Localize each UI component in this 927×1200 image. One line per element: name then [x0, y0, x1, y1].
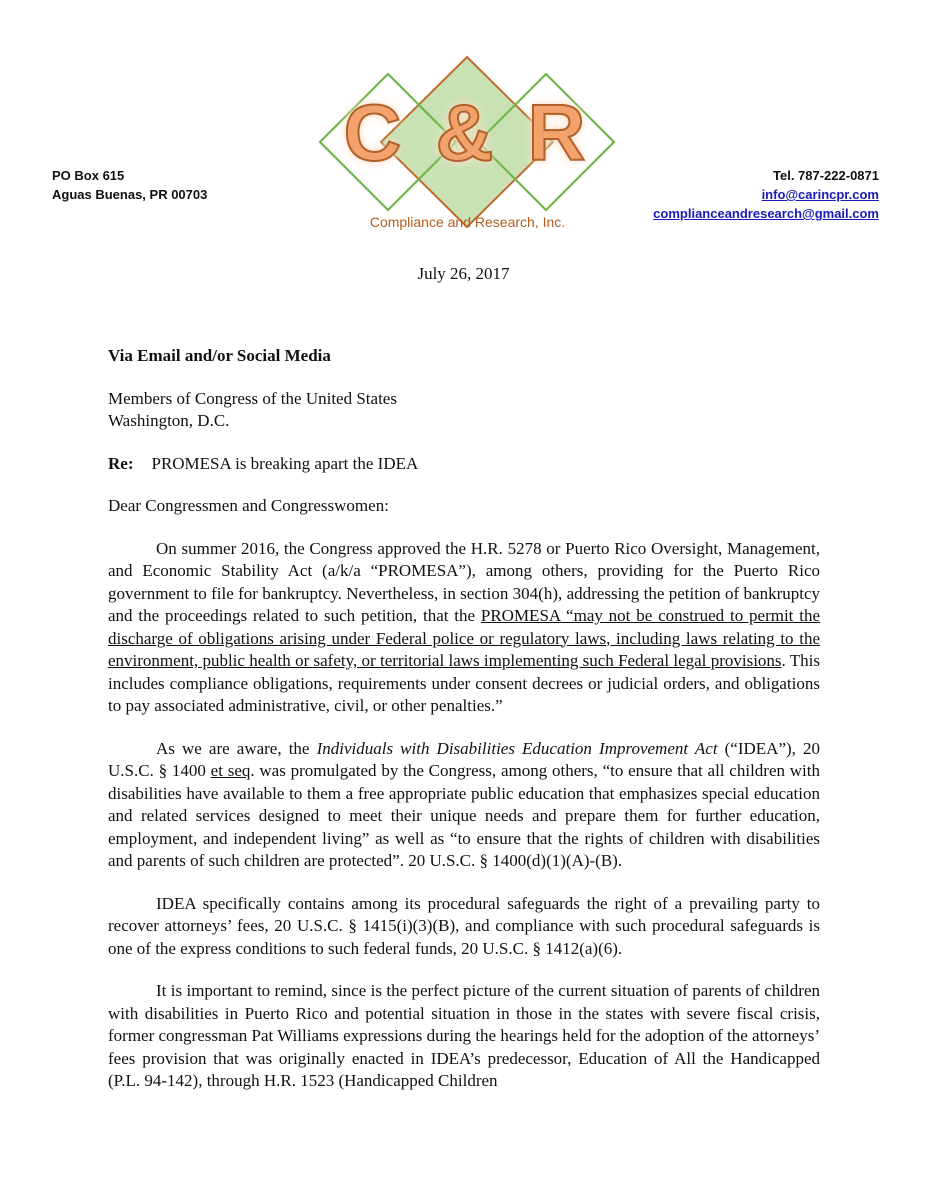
recipient-line-2: Washington, D.C.: [108, 411, 230, 430]
paragraph-2-text: As we are aware, the: [156, 738, 317, 758]
subject-label: Re:: [108, 453, 134, 473]
mailing-address: [52, 166, 207, 204]
address-line-1: PO Box 615: [52, 168, 125, 183]
telephone: Tel. 787-222-0871: [773, 168, 879, 183]
subject-text: PROMESA is breaking apart the IDEA: [151, 453, 419, 473]
email-link-gmail[interactable]: complianceandresearch@gmail.com: [653, 206, 879, 221]
paragraph-2-end: . was promulgated by the Congress, among others, “to ensure that all children with disabilities have available to them a free appropriate public education that emphasizes special education and related services designed to meet their unique needs and prepare them for further education, employment, and independent living” as well as “to ensure that the rights of children with disabilities and parents of such children are protected”. 20 U.S.C. § 1400(d)(1)(A)-(B).: [108, 761, 820, 870]
logo-letters: C & R: [343, 88, 592, 177]
paragraph-3: IDEA specifically contains among its procedural safeguards the right of a prevailing party to recover attorneys’ fees, 20 U.S.C. § 1415(i)(3)(B), and compliance with such procedural safeguards is one of the express conditions to such federal funds, 20 U.S.C. § 1412(a)(6).: [108, 893, 820, 958]
et-seq: et seq: [210, 761, 251, 780]
paragraph-2: [108, 738, 820, 873]
company-name: Compliance and Research, Inc.: [369, 214, 566, 230]
paragraph-1-end: . This includes compliance obligations, requirements under consent decrees or judicial orders, and obligations to pay associated administrative, civil, or other penalties.”: [108, 651, 820, 715]
letter-body: [108, 345, 820, 1093]
paragraph-1-quote: PROMESA “may not be construed to permit the discharge of obligations arising under Federal police or regulatory laws, including laws relating to the environment, public health or safety, or territorial laws implementing such Federal legal provisions: [108, 606, 820, 670]
email-link-info[interactable]: info@carincpr.com: [761, 187, 879, 202]
paragraph-2-cite: (“IDEA”), 20 U.S.C. § 1400: [108, 738, 821, 780]
letter-date: July 26, 2017: [417, 264, 510, 283]
paragraph-4: It is important to remind, since is the perfect picture of the current situation of parents of children with disabilities in Puerto Rico and potential situation in those in the states with severe fiscal crisis, former congressman Pat Williams expressions during the hearings held for the adoption of the attorneys’ fees provision that was originally enacted in IDEA’s predecessor, Education of All the Handicapped (P.L. 94-142), through H.R. 1523 (Handicapped Children: [108, 981, 820, 1090]
act-title: Individuals with Disabilities Education Improvement Act: [316, 738, 718, 758]
recipient-block: [108, 388, 820, 433]
recipient-line-1: Members of Congress of the United States: [108, 388, 397, 408]
letterhead: [0, 0, 927, 240]
salutation: Dear Congressmen and Congresswomen:: [108, 496, 389, 515]
paragraph-1-text: On summer 2016, the Congress approved the H.R. 5278 or Puerto Rico Oversight, Management, and Economic Stability Act (a/k/a “PROMESA”), among others, providing for the Puerto Rico government to file for bankruptcy. Nevertheless, in section 304(h), addressing the petition of bankruptcy and the proceedings related to such petition, that the: [108, 538, 820, 625]
subject-line: [108, 453, 820, 476]
contact-info: [653, 166, 879, 223]
delivery-method: Via Email and/or Social Media: [108, 346, 331, 365]
address-line-2: Aguas Buenas, PR 00703: [52, 187, 208, 202]
paragraph-1: [108, 538, 820, 718]
